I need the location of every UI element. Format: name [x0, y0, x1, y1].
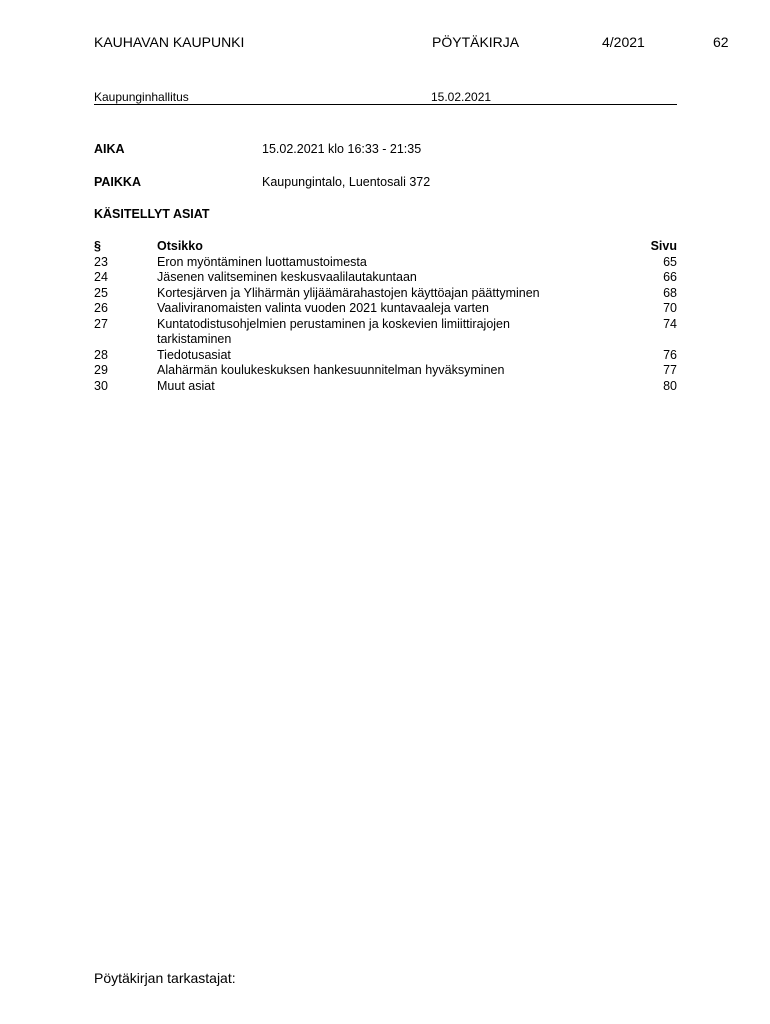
document-number: 4/2021 [602, 34, 645, 50]
item-page: 70 [663, 301, 677, 315]
item-page: 68 [663, 285, 677, 300]
item-title: Kortesjärven ja Ylihärmän ylijäämärahastojen käyttöajan päättyminen [157, 285, 540, 300]
item-title: Jäsenen valitseminen keskusvaalilautakuntaan [157, 270, 417, 284]
table-row [94, 255, 677, 271]
section-number: 24 [94, 270, 108, 284]
items-heading: KÄSITELLYT ASIAT [94, 207, 210, 221]
page-number: 62 [713, 34, 729, 50]
table-row [94, 270, 677, 286]
table-row [94, 379, 677, 395]
meeting-date: 15.02.2021 [431, 90, 492, 104]
item-page: 80 [663, 378, 677, 393]
item-title: Tiedotusasiat [157, 347, 231, 362]
section-number: 23 [94, 254, 108, 269]
section-number: 27 [94, 316, 108, 331]
time-label: AIKA [94, 142, 125, 156]
item-title: Muut asiat [157, 378, 215, 393]
item-page: 77 [663, 363, 677, 377]
time-value: 15.02.2021 klo 16:33 - 21:35 [262, 142, 422, 156]
section-number: 26 [94, 301, 108, 315]
section-number: 29 [94, 363, 108, 377]
column-header-title: Otsikko [157, 239, 203, 253]
section-number: 28 [94, 347, 108, 362]
table-row [94, 286, 677, 302]
agenda-table [94, 239, 677, 394]
item-title: Vaaliviranomaisten valinta vuoden 2021 kuntavaaleja varten [157, 301, 489, 315]
item-page: 74 [663, 316, 677, 331]
table-row [94, 348, 677, 364]
document-type: PÖYTÄKIRJA [432, 34, 520, 50]
item-page: 65 [663, 254, 677, 269]
agenda-header-row [94, 239, 677, 255]
table-row [94, 363, 677, 379]
item-title: Alahärmän koulukeskuksen hankesuunnitelman hyväksyminen [157, 363, 505, 377]
item-page: 76 [663, 347, 677, 362]
item-page: 66 [663, 270, 677, 284]
table-row [94, 317, 677, 348]
item-title: Kuntatodistusohjelmien perustaminen ja koskevien limiittirajojen tarkistaminen [157, 316, 510, 346]
place-value: Kaupungintalo, Luentosali 372 [262, 175, 431, 189]
column-header-page: Sivu [650, 239, 677, 253]
table-row [94, 301, 677, 317]
column-header-section: § [94, 239, 101, 253]
item-title: Eron myöntäminen luottamustoimesta [157, 254, 367, 269]
section-number: 25 [94, 285, 108, 300]
header-divider [94, 104, 677, 105]
governing-body: Kaupunginhallitus [94, 90, 189, 104]
place-label: PAIKKA [94, 175, 141, 189]
organization-name: KAUHAVAN KAUPUNKI [94, 34, 245, 50]
minutes-reviewers-label: Pöytäkirjan tarkastajat: [94, 970, 236, 986]
section-number: 30 [94, 378, 108, 393]
